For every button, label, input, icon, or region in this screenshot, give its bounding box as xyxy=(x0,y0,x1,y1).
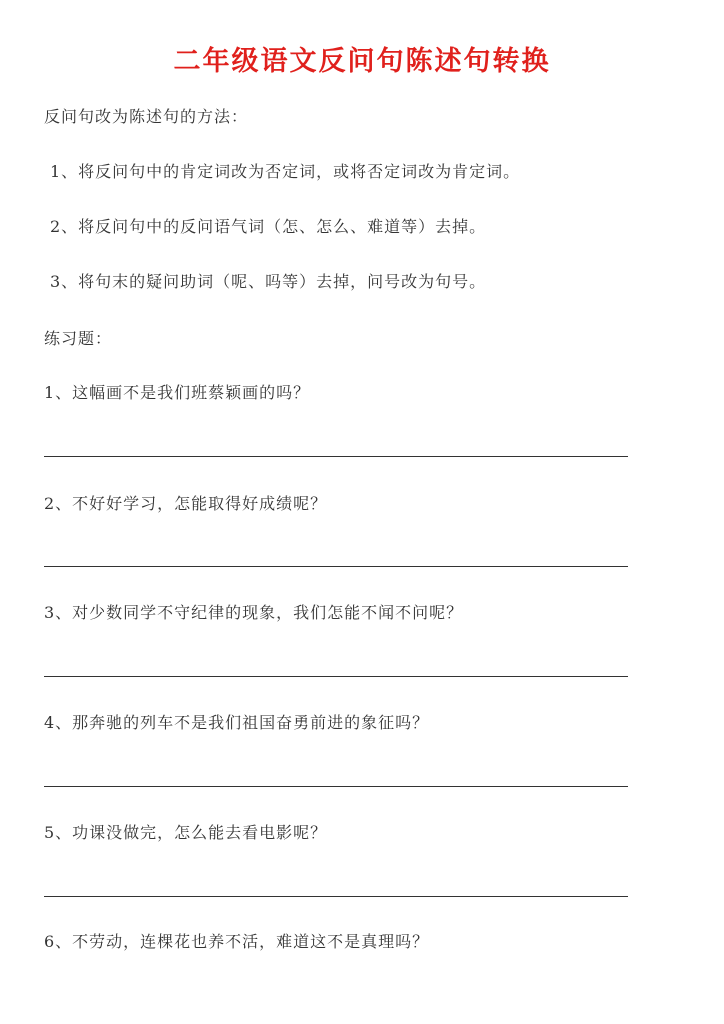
answer-line-4[interactable] xyxy=(44,786,628,787)
question-3: 3、对少数同学不守纪律的现象，我们怎能不闻不问呢？ xyxy=(44,603,464,622)
method-item-1: 1、将反问句中的肯定词改为否定词，或将否定词改为肯定词。 xyxy=(50,162,521,181)
method-item-2: 2、将反问句中的反问语气词（怎、怎么、难道等）去掉。 xyxy=(50,217,487,236)
answer-line-5[interactable] xyxy=(44,896,628,897)
question-6: 6、不劳动，连棵花也养不活，难道这不是真理吗？ xyxy=(44,932,430,951)
question-2: 2、不好好学习，怎能取得好成绩呢？ xyxy=(44,494,328,513)
page-title: 二年级语文反问句陈述句转换 xyxy=(173,46,551,77)
question-1: 1、这幅画不是我们班蔡颖画的吗？ xyxy=(44,383,311,402)
answer-line-2[interactable] xyxy=(44,566,628,567)
method-item-3: 3、将句末的疑问助词（呢、吗等）去掉，问号改为句号。 xyxy=(50,272,487,291)
answer-line-1[interactable] xyxy=(44,456,628,457)
practice-heading: 练习题： xyxy=(44,329,113,348)
answer-line-3[interactable] xyxy=(44,676,628,677)
method-intro: 反问句改为陈述句的方法： xyxy=(44,107,249,126)
question-4: 4、那奔驰的列车不是我们祖国奋勇前进的象征吗？ xyxy=(44,713,430,732)
question-5: 5、功课没做完，怎么能去看电影呢？ xyxy=(44,823,328,842)
